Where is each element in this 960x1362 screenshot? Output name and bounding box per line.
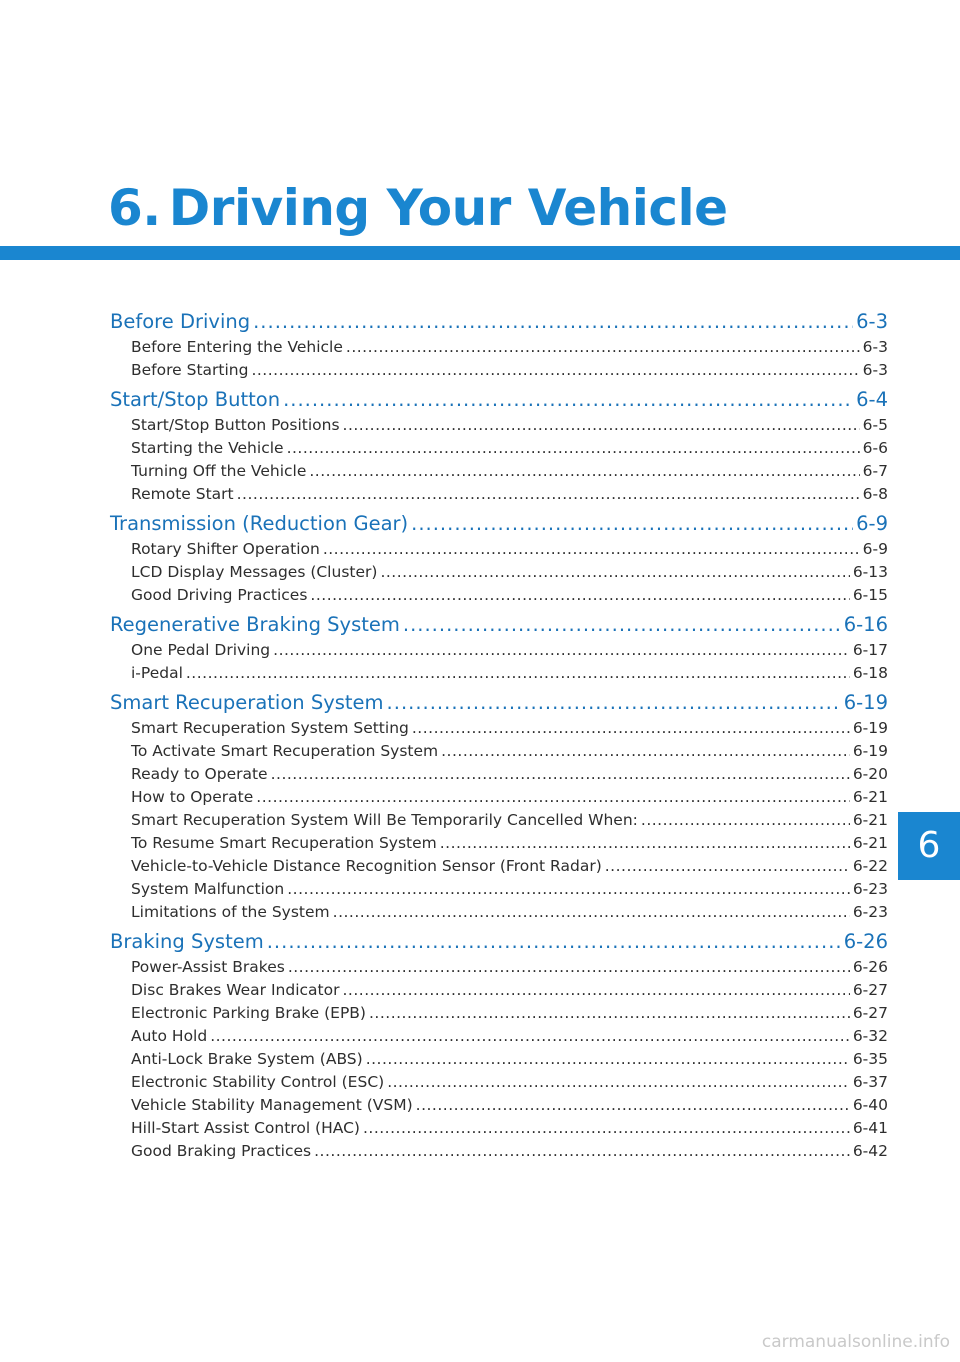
toc-item[interactable] — [110, 483, 888, 506]
toc-item-page: 6-8 — [862, 485, 888, 503]
toc-item-page: 6-19 — [852, 742, 888, 760]
toc-section-page: 6-16 — [843, 613, 888, 636]
chapter-title-rule — [0, 246, 960, 260]
toc-item-label: Vehicle Stability Management (VSM) — [131, 1096, 413, 1114]
watermark: carmanualsonline.info — [761, 1332, 950, 1352]
toc-section-entry[interactable] — [110, 689, 888, 717]
toc-item-label: Smart Recuperation System Will Be Temporarily Cancelled When: — [131, 811, 638, 829]
toc-item-label: Turning Off the Vehicle — [131, 462, 307, 480]
toc-item-label: Auto Hold — [131, 1027, 208, 1045]
toc-section-entry[interactable] — [110, 510, 888, 538]
toc-item-label: Electronic Stability Control (ESC) — [131, 1073, 385, 1091]
chapter-number: 6. — [108, 179, 161, 237]
toc-leader-dots — [287, 437, 860, 460]
toc-section-entry[interactable] — [110, 308, 888, 336]
toc-leader-dots — [273, 639, 850, 662]
toc-leader-dots — [323, 538, 860, 561]
toc-item-page: 6-23 — [852, 880, 888, 898]
toc-leader-dots — [411, 510, 853, 538]
toc-item[interactable] — [110, 1094, 888, 1117]
toc-item-label: Remote Start — [131, 485, 234, 503]
toc-item[interactable] — [110, 1002, 888, 1025]
toc-item-page: 6-21 — [852, 788, 888, 806]
toc-item-label: Before Starting — [131, 361, 249, 379]
toc-section-title: Braking System — [110, 930, 264, 953]
toc-item-label: Anti-Lock Brake System (ABS) — [131, 1050, 363, 1068]
toc-item-page: 6-17 — [852, 641, 888, 659]
toc-item[interactable] — [110, 1140, 888, 1163]
toc-item[interactable] — [110, 639, 888, 662]
toc-item-page: 6-20 — [852, 765, 888, 783]
toc-section-title: Before Driving — [110, 310, 251, 333]
toc-item-label: Good Braking Practices — [131, 1142, 312, 1160]
toc-item[interactable] — [110, 460, 888, 483]
toc-leader-dots — [314, 1140, 850, 1163]
toc-item-page: 6-15 — [852, 586, 888, 604]
toc-leader-dots — [641, 809, 850, 832]
toc-item-label: Before Entering the Vehicle — [131, 338, 343, 356]
toc-item-label: Good Driving Practices — [131, 586, 308, 604]
toc-section-entry[interactable] — [110, 928, 888, 956]
toc-item[interactable] — [110, 763, 888, 786]
toc-item-label: Limitations of the System — [131, 903, 330, 921]
toc-item[interactable] — [110, 359, 888, 382]
toc-item[interactable] — [110, 979, 888, 1002]
toc-section — [110, 308, 888, 382]
toc-section-title: Transmission (Reduction Gear) — [110, 512, 409, 535]
toc-item[interactable] — [110, 538, 888, 561]
toc-leader-dots — [366, 1048, 850, 1071]
toc-leader-dots — [363, 1117, 850, 1140]
toc-item-label: Electronic Parking Brake (EPB) — [131, 1004, 366, 1022]
toc-section-page: 6-9 — [856, 512, 888, 535]
toc-leader-dots — [605, 855, 850, 878]
toc-section-entry[interactable] — [110, 386, 888, 414]
toc-section-page: 6-19 — [843, 691, 888, 714]
toc-item-page: 6-3 — [862, 361, 888, 379]
toc-leader-dots — [251, 359, 859, 382]
toc-leader-dots — [309, 460, 859, 483]
toc-item-label: LCD Display Messages (Cluster) — [131, 563, 378, 581]
toc-item-page: 6-21 — [852, 834, 888, 852]
chapter-tab[interactable]: 6 — [898, 812, 960, 880]
toc-item-page: 6-5 — [862, 416, 888, 434]
toc-leader-dots — [186, 662, 850, 685]
toc-item-label: Starting the Vehicle — [131, 439, 284, 457]
toc-leader-dots — [210, 1025, 850, 1048]
toc-leader-dots — [288, 956, 850, 979]
toc-section — [110, 611, 888, 685]
toc-item-page: 6-18 — [852, 664, 888, 682]
toc-item-page: 6-21 — [852, 811, 888, 829]
toc-section-title: Regenerative Braking System — [110, 613, 400, 636]
toc-leader-dots — [346, 336, 860, 359]
toc-section — [110, 928, 888, 1163]
toc-item-page: 6-27 — [852, 1004, 888, 1022]
toc-item-label: Power-Assist Brakes — [131, 958, 285, 976]
toc-section-page: 6-3 — [856, 310, 888, 333]
toc-leader-dots — [387, 689, 841, 717]
toc-item-page: 6-26 — [852, 958, 888, 976]
toc-item-label: Vehicle-to-Vehicle Distance Recognition Sensor (Front Radar) — [131, 857, 602, 875]
toc-item-label: System Malfunction — [131, 880, 285, 898]
toc-section — [110, 386, 888, 506]
toc-item-page: 6-3 — [862, 338, 888, 356]
toc-leader-dots — [369, 1002, 850, 1025]
toc-item-label: i-Pedal — [131, 664, 183, 682]
table-of-contents — [110, 308, 888, 1165]
toc-section — [110, 689, 888, 924]
toc-section-title: Smart Recuperation System — [110, 691, 384, 714]
toc-item-label: Rotary Shifter Operation — [131, 540, 320, 558]
toc-leader-dots — [380, 561, 849, 584]
toc-leader-dots — [310, 584, 849, 607]
toc-item[interactable] — [110, 1048, 888, 1071]
toc-item-page: 6-23 — [852, 903, 888, 921]
toc-item-label: To Activate Smart Recuperation System — [131, 742, 439, 760]
toc-leader-dots — [343, 414, 860, 437]
toc-item-page: 6-9 — [862, 540, 888, 558]
toc-item-page: 6-40 — [852, 1096, 888, 1114]
toc-leader-dots — [283, 386, 853, 414]
toc-item[interactable] — [110, 584, 888, 607]
toc-leader-dots — [441, 740, 850, 763]
toc-item-label: Start/Stop Button Positions — [131, 416, 340, 434]
toc-item-page: 6-22 — [852, 857, 888, 875]
toc-item-label: How to Operate — [131, 788, 254, 806]
toc-leader-dots — [287, 878, 850, 901]
toc-item-label: Ready to Operate — [131, 765, 268, 783]
toc-item-page: 6-6 — [862, 439, 888, 457]
toc-leader-dots — [271, 763, 850, 786]
toc-leader-dots — [253, 308, 853, 336]
toc-item[interactable] — [110, 414, 888, 437]
toc-leader-dots — [440, 832, 850, 855]
toc-item-page: 6-35 — [852, 1050, 888, 1068]
toc-item[interactable] — [110, 1025, 888, 1048]
chapter-title-text: Driving Your Vehicle — [168, 179, 728, 237]
toc-item-page: 6-41 — [852, 1119, 888, 1137]
toc-item[interactable] — [110, 662, 888, 685]
toc-item[interactable] — [110, 901, 888, 924]
toc-item-page: 6-13 — [852, 563, 888, 581]
toc-leader-dots — [256, 786, 850, 809]
toc-section-page: 6-26 — [843, 930, 888, 953]
toc-section-entry[interactable] — [110, 611, 888, 639]
toc-item-page: 6-32 — [852, 1027, 888, 1045]
toc-item[interactable] — [110, 437, 888, 460]
toc-section-page: 6-4 — [856, 388, 888, 411]
toc-item-label: Disc Brakes Wear Indicator — [131, 981, 340, 999]
toc-leader-dots — [342, 979, 849, 1002]
toc-item[interactable] — [110, 832, 888, 855]
toc-leader-dots — [237, 483, 860, 506]
toc-item[interactable] — [110, 740, 888, 763]
toc-item[interactable] — [110, 878, 888, 901]
toc-item-page: 6-37 — [852, 1073, 888, 1091]
toc-item[interactable] — [110, 561, 888, 584]
toc-item-page: 6-7 — [862, 462, 888, 480]
toc-leader-dots — [333, 901, 850, 924]
toc-item-page: 6-27 — [852, 981, 888, 999]
toc-item-label: Smart Recuperation System Setting — [131, 719, 409, 737]
toc-leader-dots — [412, 717, 850, 740]
toc-leader-dots — [387, 1071, 850, 1094]
toc-item-label: To Resume Smart Recuperation System — [131, 834, 437, 852]
toc-leader-dots — [416, 1094, 850, 1117]
toc-item[interactable] — [110, 1071, 888, 1094]
toc-item-page: 6-42 — [852, 1142, 888, 1160]
toc-section — [110, 510, 888, 607]
chapter-title — [108, 178, 728, 238]
toc-item-page: 6-19 — [852, 719, 888, 737]
toc-leader-dots — [267, 928, 841, 956]
toc-item[interactable] — [110, 786, 888, 809]
toc-item[interactable] — [110, 1117, 888, 1140]
toc-item[interactable] — [110, 855, 888, 878]
toc-item-label: Hill-Start Assist Control (HAC) — [131, 1119, 360, 1137]
toc-leader-dots — [403, 611, 841, 639]
toc-item[interactable] — [110, 956, 888, 979]
toc-item-label: One Pedal Driving — [131, 641, 271, 659]
toc-item[interactable] — [110, 809, 888, 832]
toc-section-title: Start/Stop Button — [110, 388, 281, 411]
toc-item[interactable] — [110, 717, 888, 740]
toc-item[interactable] — [110, 336, 888, 359]
